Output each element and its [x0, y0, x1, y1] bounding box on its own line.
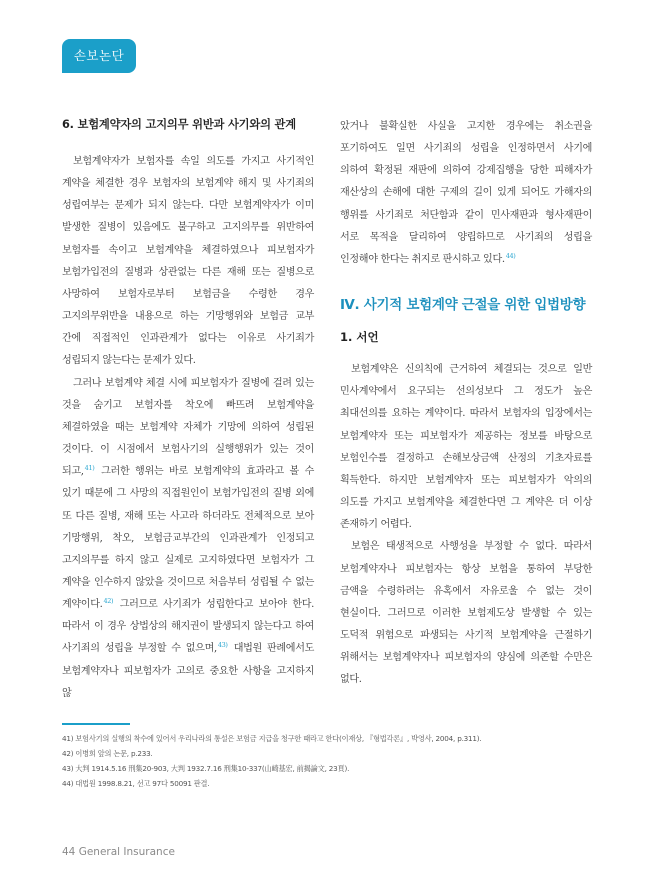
paragraph-2-part-3: 그러므로 사기죄가 성립한다고 보아야 한다. 따라서 이 경우 상법상의 해지권이 발생되지 않는다고 하여 사기죄의 성립을 부정할 수 없으며, — [62, 599, 314, 655]
footnote-ref-41[interactable]: 41) — [84, 463, 95, 472]
right-column — [340, 116, 592, 691]
chapter-heading: Ⅳ. 사기적 보험계약 근절을 위한 입법방향 — [340, 297, 586, 314]
page-footer: 44 General Insurance — [62, 846, 175, 858]
paragraph-2-part-1: 그러나 보험계약 체결 시에 피보험자가 질병에 걸려 있는 것을 숨기고 보험자를 착오에 빠뜨려 보험계약을 체결하였을 때는 보험계약 자체가 기망에 의하여 성립된 것이다. 이 시점에서 보험사기의 실행행위가 있는 것이 되고, — [62, 377, 314, 478]
paragraph-4: 보험은 태생적으로 사행성을 부정할 수 없다. 따라서 보험계약자나 피보험자는 항상 보험을 통하여 부당한 금액을 수령하려는 유혹에서 자유로울 수 없는 것이 현실이다. 그러므로 이러한 보험제도상 발생할 수 있는 도덕적 위험으로 파생되는 사기적 보험계약을 근절하기 위해서는 보험계약자나 피보험자의 양심에 의존할 수만은 없다. — [340, 541, 592, 686]
footnote-ref-43[interactable]: 43) — [217, 641, 228, 650]
section-tab: 손보논단 — [62, 39, 136, 73]
footnote-43: 43) 大判 1914.5.16 刑集20-903, 大判 1932.7.16 刑集10-337(山崎基宏, 前揭論文, 23頁). — [62, 764, 350, 773]
paragraph-continued-text: 았거나 불확실한 사실을 고지한 경우에는 취소권을 포기하여도 일면 사기죄의 성립을 인정하면서 사기에 의하여 확정된 재판에 의하여 강제집행을 당한 피해자가 재산상의 손해에 대한 구제의 길이 있게 되어도 가해자의 행위를 사기죄로 처단함과 같이 민사재판과 형사재판이 서로 목적을 달리하여 양립하므로 사기죄의 성립을 인정해야 한다는 취지로 판시하고 있다. — [340, 121, 592, 265]
footnote-44: 44) 대법원 1998.8.21, 선고 97다 50091 판결. — [62, 779, 210, 788]
sub-heading: 1. 서언 — [340, 330, 379, 345]
footnote-41: 41) 보험사기의 실행의 착수에 있어서 우리나라의 통설은 보험금 지급을 청구한 때라고 한다(이재상, 『형법각론』, 박영사, 2004, p.311). — [62, 734, 482, 743]
footnote-divider — [62, 723, 130, 725]
paragraph-2-part-4: 대법원 판례에서도 보험계약자나 피보험자가 고의로 중요한 사항을 고지하지 않 — [62, 643, 314, 699]
paragraph-2-part-2: 그러한 행위는 바로 보험계약의 효과라고 볼 수 있기 때문에 그 사망의 직접원인이 보험가입전의 질병 외에 또 다른 질병, 재해 또는 사고라 하더라도 전체적으로 보아 기망행위, 착오, 보험금교부간의 인과관계가 인정되고 고지의무를 하지 않고 실제로 고지하였다면 보험자가 그 계약을 인수하지 않았을 것이므로 처음부터 성립될 수 없는 계약이다. — [62, 466, 314, 611]
footnote-42: 42) 이병희 앞의 논문, p.233. — [62, 749, 153, 758]
footnotes — [62, 731, 592, 791]
paragraph-3: 보험계약은 신의칙에 근거하여 체결되는 것으로 일반 민사계약에서 요구되는 선의성보다 그 정도가 높은 최대선의를 요하는 계약이다. 따라서 보험자의 입장에서는 보험계약자 또는 피보험자가 제공하는 정보를 바탕으로 보험인수를 결정하고 손해보상금액 산정의 기초자료를 획득한다. 하지만 보험계약자 또는 피보험자가 악의의 의도를 가지고 보험계약을 체결한다면 그 계약은 더 이상 존재하기 어렵다. — [340, 364, 592, 531]
section-heading: 6. 보험계약자의 고지의무 위반과 사기와의 관계 — [62, 118, 296, 131]
footnote-ref-42[interactable]: 42) — [103, 596, 114, 605]
paragraph-continued — [340, 116, 592, 271]
paragraph-1: 보험계약자가 보험자를 속일 의도를 가지고 사기적인 계약을 체결한 경우 보험자의 보험계약 해지 및 사기죄의 성립여부는 문제가 되지 않는다. 다만 보험계약자가 이미 발생한 질병이 있음에도 불구하고 고지의무를 위반하여 보험자를 속이고 보험계약을 체결하였으나 피보험자가 보험가입전의 질병과 상관없는 다른 재해 또는 질병으로 사망하여 보험자로부터 보험금을 수령한 경우 고지의무위반을 내용으로 하는 기망행위와 보험금 교부 간에 직접적인 인과관계가 없다는 이유로 사기죄가 성립되지 않는다는 문제가 있다. — [62, 156, 314, 367]
footnote-ref-44[interactable]: 44) — [505, 251, 516, 260]
paragraph-2 — [62, 373, 314, 705]
left-column — [62, 116, 314, 705]
